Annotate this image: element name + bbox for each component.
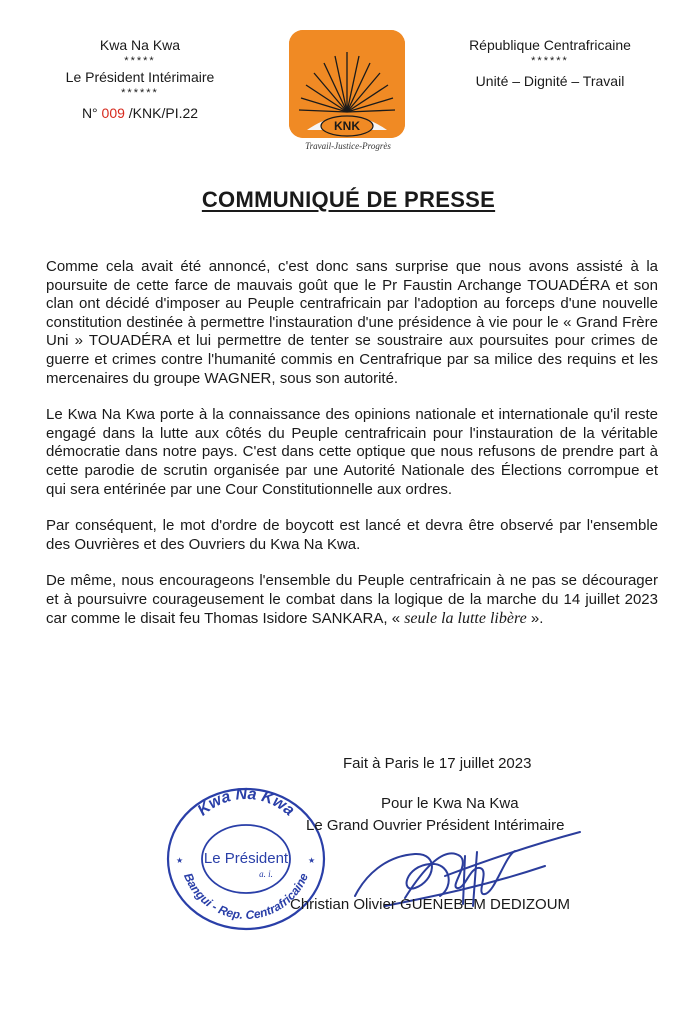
ref-suffix: /KNK/PI.22 xyxy=(124,105,199,121)
paragraph-4-start: De même, nous encourageons l'ensemble du Peuple centrafricain à ne pas se décourager et à poursuivre courageusement le combat dans la logique de la marche du 14 juillet 2023 car comme le disait feu Thomas Isidore SANKARA, « xyxy=(46,572,658,627)
ref-prefix: N° xyxy=(81,105,102,121)
signature-date-line: Fait à Paris le 17 juillet 2023 xyxy=(343,755,532,772)
stars-separator: ****** xyxy=(531,55,569,67)
logo-letters: KNK xyxy=(334,119,360,133)
svg-text:Kwa Na Kwa xyxy=(195,786,298,820)
reference-number xyxy=(40,104,240,122)
knk-logo xyxy=(289,30,405,138)
sankara-quote: seule la lutte libère xyxy=(404,609,527,627)
star-icon: ★ xyxy=(308,856,316,865)
signature-role-line: Le Grand Ouvrier Président Intérimaire xyxy=(306,817,565,834)
signature-for-line: Pour le Kwa Na Kwa xyxy=(381,795,519,812)
signatory-name: Christian Olivier GUENEBEM DEDIZOUM xyxy=(290,896,571,913)
stamp-center-text: Le Président xyxy=(203,850,289,867)
ref-number: 009 xyxy=(101,105,125,121)
stamp-top-text: Kwa Na Kwa xyxy=(194,785,298,820)
paragraph-2: Le Kwa Na Kwa porte à la connaissance des opinions nationale et internationale qu'il reste engagé dans la lutte aux côtés du Peuple centrafricain pour l'instauration de la véritable démocratie dans notre pays. C'est dans cette optique que nous refusons de prendre part à cette parodie de scrutin organisée par une Autorité Nationale des Élections corrompue et qui sera entérinée par une Cour Constitutionnelle aux ordres. xyxy=(46,406,658,498)
title-text: COMMUNIQUÉ DE PRESSE xyxy=(201,187,496,212)
stamp-center-sub: a. i. xyxy=(259,869,273,879)
paragraph-4-end: ». xyxy=(526,609,544,627)
paragraph-3: Par conséquent, le mot d'ordre de boycott est lancé et devra être observé par l'ensemble des Ouvrières et des Ouvriers du Kwa Na Kwa. xyxy=(46,517,658,553)
president-role: Le Président Intérimaire xyxy=(65,69,215,85)
stars-separator: ***** xyxy=(124,55,156,67)
paragraph-1: Comme cela avait été annoncé, c'est donc sans surprise que nous avons assisté à la poursuite de cette farce de mauvais goût que le Pr Faustin Archange TOUADÉRA et son clan ont décidé d'imposer au Peuple centrafricain par l'adoption au forceps d'une nouvelle constitution destinée à permettre l'instauration d'une présidence à vie pour le « Grand Frère Uni » TOUADÉRA et lui permettre de tenter se soustraire aux poursuites pour crimes de guerre et crimes contre l'humanité commis en Centrafrique par sa milice des requins et les mercenaires du groupe WAGNER, sous son autorité. xyxy=(46,258,658,387)
star-icon: ★ xyxy=(176,856,184,865)
country-name: République Centrafricaine xyxy=(469,37,631,53)
stars-separator: ****** xyxy=(121,87,159,99)
header-left xyxy=(40,36,240,122)
stamp-bottom-text: Bangui - Rep. Centrafricaine xyxy=(180,870,311,923)
logo-emblem-icon xyxy=(289,30,405,138)
header-right xyxy=(430,36,670,90)
national-motto: Unité – Dignité – Travail xyxy=(475,73,625,89)
logo-slogan: Travail-Justice-Progrès xyxy=(305,141,391,151)
paragraph-4 xyxy=(46,572,658,628)
press-release-body xyxy=(46,258,658,646)
page-title xyxy=(0,187,697,213)
party-name: Kwa Na Kwa xyxy=(99,37,181,53)
